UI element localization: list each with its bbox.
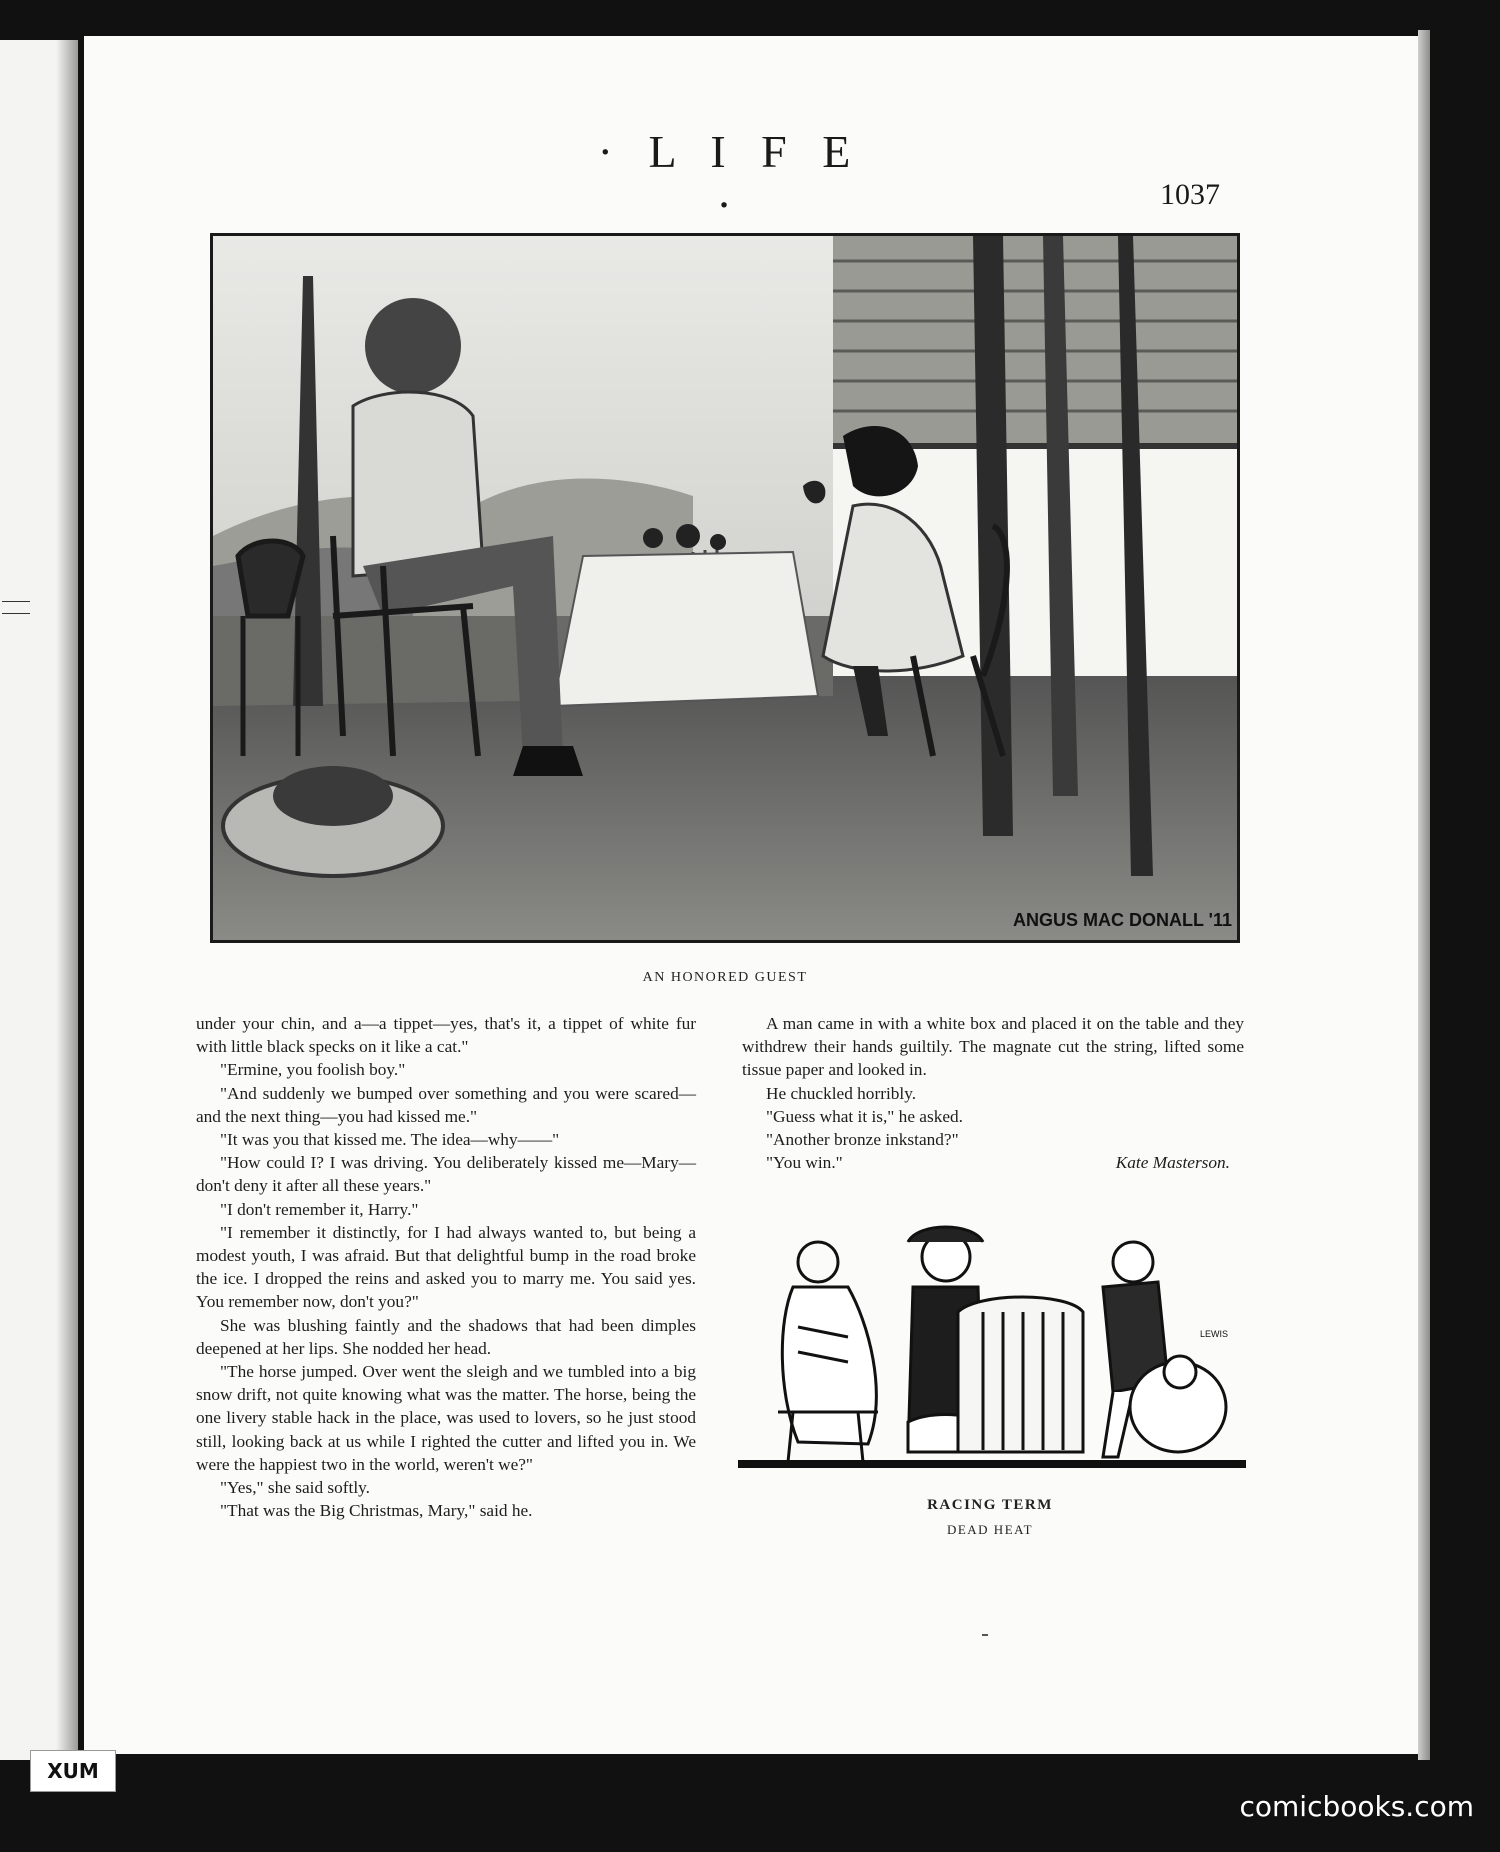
illustration-caption: AN HONORED GUEST [642, 970, 808, 985]
scan-label: XUM [30, 1750, 116, 1792]
watermark: comicbooks.com [1239, 1790, 1474, 1823]
closing-line [742, 1151, 1244, 1174]
paragraph: "Ermine, you foolish boy." [220, 1060, 406, 1080]
page-mark [982, 1634, 988, 1636]
illustration-an-honored-guest [210, 233, 1240, 943]
tea-party-illustration [213, 236, 1237, 940]
illustration-signature: ANGUS MAC DONALL '11 [1013, 910, 1232, 930]
paragraph: "Guess what it is," he asked. [766, 1106, 963, 1126]
left-page-edge [0, 40, 78, 1760]
cartoon-caption-title: RACING TERM [927, 1497, 1053, 1513]
cartoon-artist-signature: LEWIS [1200, 1329, 1229, 1339]
cartoon-racing-term [738, 1212, 1246, 1478]
paragraph: "Yes," she said softly. [220, 1478, 370, 1498]
left-text-column [196, 1012, 696, 1522]
binding-shadow [56, 40, 78, 1760]
paragraph: "I remember it distinctly, for I had always wanted to, but being a modest youth, I was afraid. But that delightful bump in the road broke the ice. I dropped the reins and asked you to marry me. You said yes. You remember now, don't you?" [196, 1222, 696, 1312]
paragraph: "That was the Big Christmas, Mary," said he. [220, 1501, 533, 1521]
paragraph: under your chin, and a—a tippet—yes, that's it, a tippet of white fur with little black specks on it like a cat." [196, 1014, 696, 1057]
paragraph: "You win." [766, 1153, 843, 1173]
paragraph: "Another bronze inkstand?" [766, 1130, 959, 1150]
page-number: 1037 [1160, 178, 1220, 211]
magazine-title: · L I F E · [597, 126, 863, 230]
cartoon-caption-sub: DEAD HEAT [946, 1522, 1034, 1537]
paragraph: "How could I? I was driving. You deliberately kissed me—Mary—don't deny it after all these years." [196, 1153, 696, 1196]
right-text-column [742, 1012, 1244, 1174]
margin-handwriting [2, 590, 30, 620]
paragraph: "It was you that kissed me. The idea—why——" [220, 1130, 560, 1150]
right-page-edge [1418, 30, 1430, 1760]
paragraph: "The horse jumped. Over went the sleigh and we tumbled into a big snow drift, not quite knowing what was the matter. The horse, being the one livery stable hack in the place, was used to lovers, so he just stood still, looking back at us while I righted the cutter and lifted you in. We were the happiest two in the world, weren't we?" [196, 1362, 696, 1474]
paragraph: He chuckled horribly. [766, 1083, 917, 1103]
paragraph: She was blushing faintly and the shadows that had been dimples deepened at her lips. She nodded her head. [196, 1315, 696, 1358]
paragraph: A man came in with a white box and placed it on the table and they withdrew their hands guiltily. The magnate cut the string, lifted some tissue paper and looked in. [742, 1014, 1244, 1080]
paragraph: "And suddenly we bumped over something and you were scared—and the next thing—you had kissed me." [196, 1083, 696, 1126]
radiator-cartoon [738, 1212, 1246, 1478]
paragraph: "I don't remember it, Harry." [220, 1199, 419, 1219]
author-signature: Kate Masterson. [1115, 1153, 1230, 1173]
